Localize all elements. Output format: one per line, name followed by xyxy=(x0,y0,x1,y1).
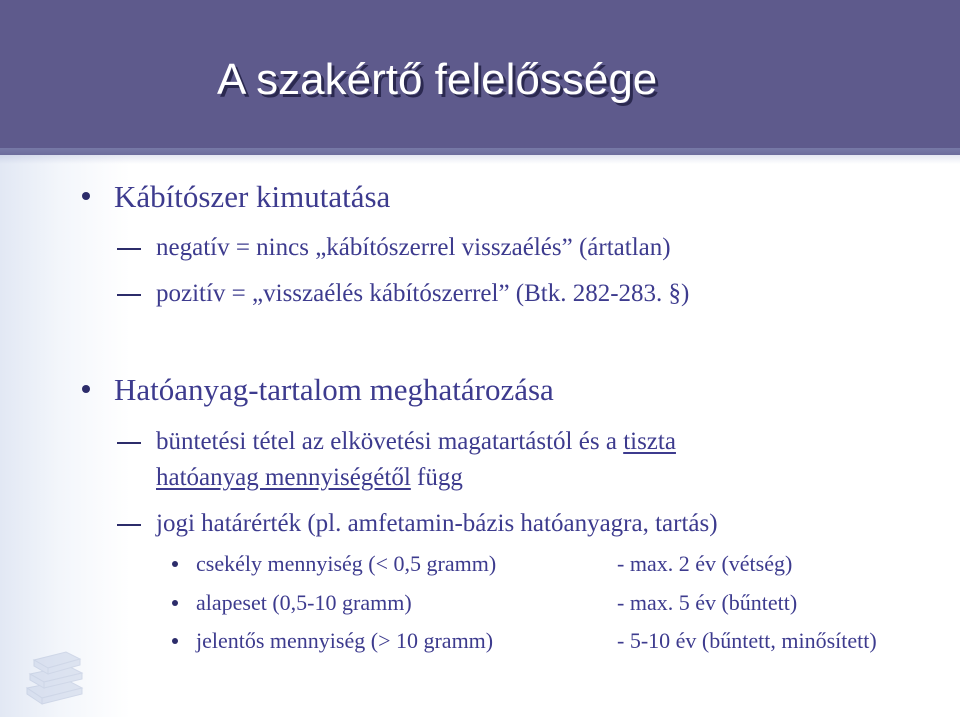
bullet-icon xyxy=(82,192,90,200)
slide-title: A szakértő felelőssége xyxy=(217,55,658,104)
books-icon xyxy=(22,640,92,710)
dash-icon xyxy=(117,442,141,444)
list-item-text: függ xyxy=(410,464,463,491)
list-item: negatív = nincs „kábítószerrel visszaélés” (ártatlan) xyxy=(156,234,671,261)
sub-item-right: - max. 2 év (vétség) xyxy=(617,551,793,576)
sub-item-right: - 5-10 év (bűntett, minősített) xyxy=(617,628,877,653)
bullet-icon xyxy=(172,561,178,567)
underlined-text: tiszta xyxy=(623,428,676,455)
sub-item-left: csekély mennyiség (< 0,5 gramm) xyxy=(196,551,497,576)
list-item: jogi határérték (pl. amfetamin-bázis hatóanyagra, tartás) xyxy=(156,510,718,537)
list-item: pozitív = „visszaélés kábítószerrel” (Btk. 282-283. §) xyxy=(156,280,690,307)
underlined-text: hatóanyag mennyiségétől xyxy=(156,464,411,491)
bullet-icon xyxy=(82,385,90,393)
sub-item-left: alapeset (0,5-10 gramm) xyxy=(196,590,412,615)
bullet-icon xyxy=(172,600,178,606)
list-item-continuation xyxy=(156,463,463,493)
section-heading-2: Hatóanyag-tartalom meghatározása xyxy=(114,372,554,407)
dash-icon xyxy=(117,294,141,296)
section-heading-1: Kábítószer kimutatása xyxy=(114,179,391,214)
dash-icon xyxy=(117,524,141,526)
sub-item-left: jelentős mennyiség (> 10 gramm) xyxy=(196,628,494,653)
list-item xyxy=(156,427,676,457)
title-bar-shadow xyxy=(0,148,960,164)
sub-item-right: - max. 5 év (bűntett) xyxy=(617,590,798,615)
dash-icon xyxy=(117,248,141,250)
list-item-text: büntetési tétel az elkövetési magatartástól és a xyxy=(156,428,624,455)
bullet-icon xyxy=(172,638,178,644)
